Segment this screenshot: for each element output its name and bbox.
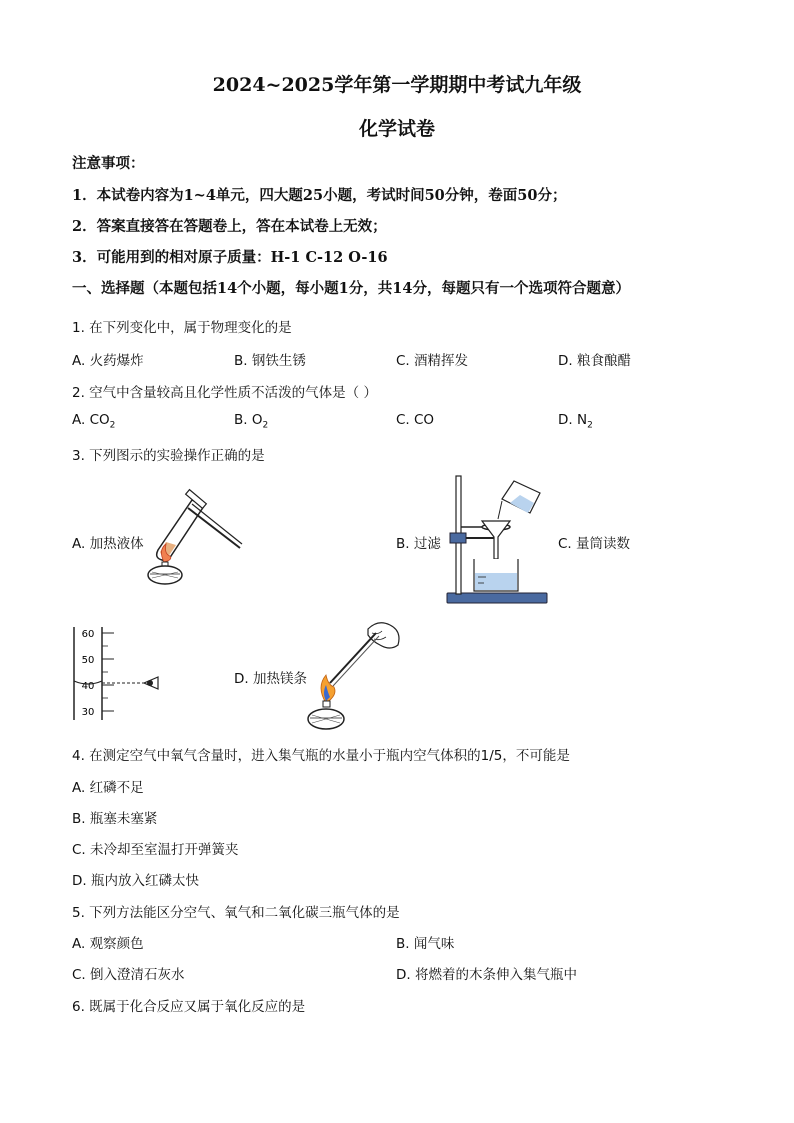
q2-option-a: A. $CO_2$ xyxy=(72,412,116,431)
heating-magnesium-illustration xyxy=(306,615,406,733)
q5-option-a: A. 观察颜色 xyxy=(72,936,144,952)
q3-option-c: C. 量筒读数 xyxy=(558,536,631,552)
cylinder-tick-40: 40 xyxy=(81,681,95,692)
q5-option-d: D. 将燃着的木条伸入集气瓶中 xyxy=(396,967,577,983)
q4-option-d: D. 瓶内放入红磷太快 xyxy=(72,873,199,889)
q4-option-c: C. 未冷却至室温打开弹簧夹 xyxy=(72,842,239,858)
note-item-2: 2．答案直接答在答题卷上，答在本试卷上无效； xyxy=(72,218,387,235)
q1-option-a: A. 火药爆炸 xyxy=(72,353,144,369)
heating-liquid-illustration xyxy=(140,490,250,585)
note-item-1: 1．本试卷内容为1~4单元，四大题25小题，考试时间50分钟，卷面50分； xyxy=(72,187,567,204)
q1-option-d: D. 粮食酿醋 xyxy=(558,353,631,369)
section1-heading: 一、选择题（本题包括14个小题，每小题1分，共14分，每题只有一个选项符合题意） xyxy=(72,280,630,297)
cylinder-tick-30: 30 xyxy=(81,707,95,718)
q5-option-b: B. 闻气味 xyxy=(396,936,455,952)
question-5-stem: 5. 下列方法能区分空气、氧气和二氧化碳三瓶气体的是 xyxy=(72,905,400,921)
question-2-stem: 2. 空气中含量较高且化学性质不活泼的气体是（ ） xyxy=(72,385,377,401)
cylinder-tick-50: 50 xyxy=(81,655,95,666)
q3-option-d: D. 加热镁条 xyxy=(234,671,307,687)
q4-option-b: B. 瓶塞未塞紧 xyxy=(72,811,158,827)
q1-option-b: B. 钢铁生锈 xyxy=(234,353,306,369)
cylinder-tick-60: 60 xyxy=(81,629,95,640)
notes-heading: 注意事项： xyxy=(72,155,145,172)
filtration-illustration xyxy=(444,473,549,605)
q5-option-c: C. 倒入澄清石灰水 xyxy=(72,967,185,983)
question-3-stem: 3. 下列图示的实验操作正确的是 xyxy=(72,448,265,464)
question-6-stem: 6. 既属于化合反应又属于氧化反应的是 xyxy=(72,999,306,1015)
q2-option-c: C. CO xyxy=(396,412,435,428)
note-item-3: 3．可能用到的相对原子质量：H-1 C-12 O-16 xyxy=(72,249,388,266)
question-1-stem: 1. 在下列变化中，属于物理变化的是 xyxy=(72,320,292,336)
exam-subtitle: 化学试卷 xyxy=(358,118,435,140)
q2-option-d: D. $N_2$ xyxy=(558,412,593,431)
question-4-stem: 4. 在测定空气中氧气含量时，进入集气瓶的水量小于瓶内空气体积的1/5，不可能是 xyxy=(72,748,570,764)
q1-option-c: C. 酒精挥发 xyxy=(396,353,469,369)
exam-title: 2024~2025学年第一学期期中考试九年级 xyxy=(212,74,582,96)
q3-option-b: B. 过滤 xyxy=(396,536,441,552)
q2-option-b: B. $O_2$ xyxy=(234,412,269,431)
q3-option-a: A. 加热液体 xyxy=(72,536,144,552)
cylinder-reading-illustration xyxy=(70,625,162,725)
q4-option-a: A. 红磷不足 xyxy=(72,780,144,796)
